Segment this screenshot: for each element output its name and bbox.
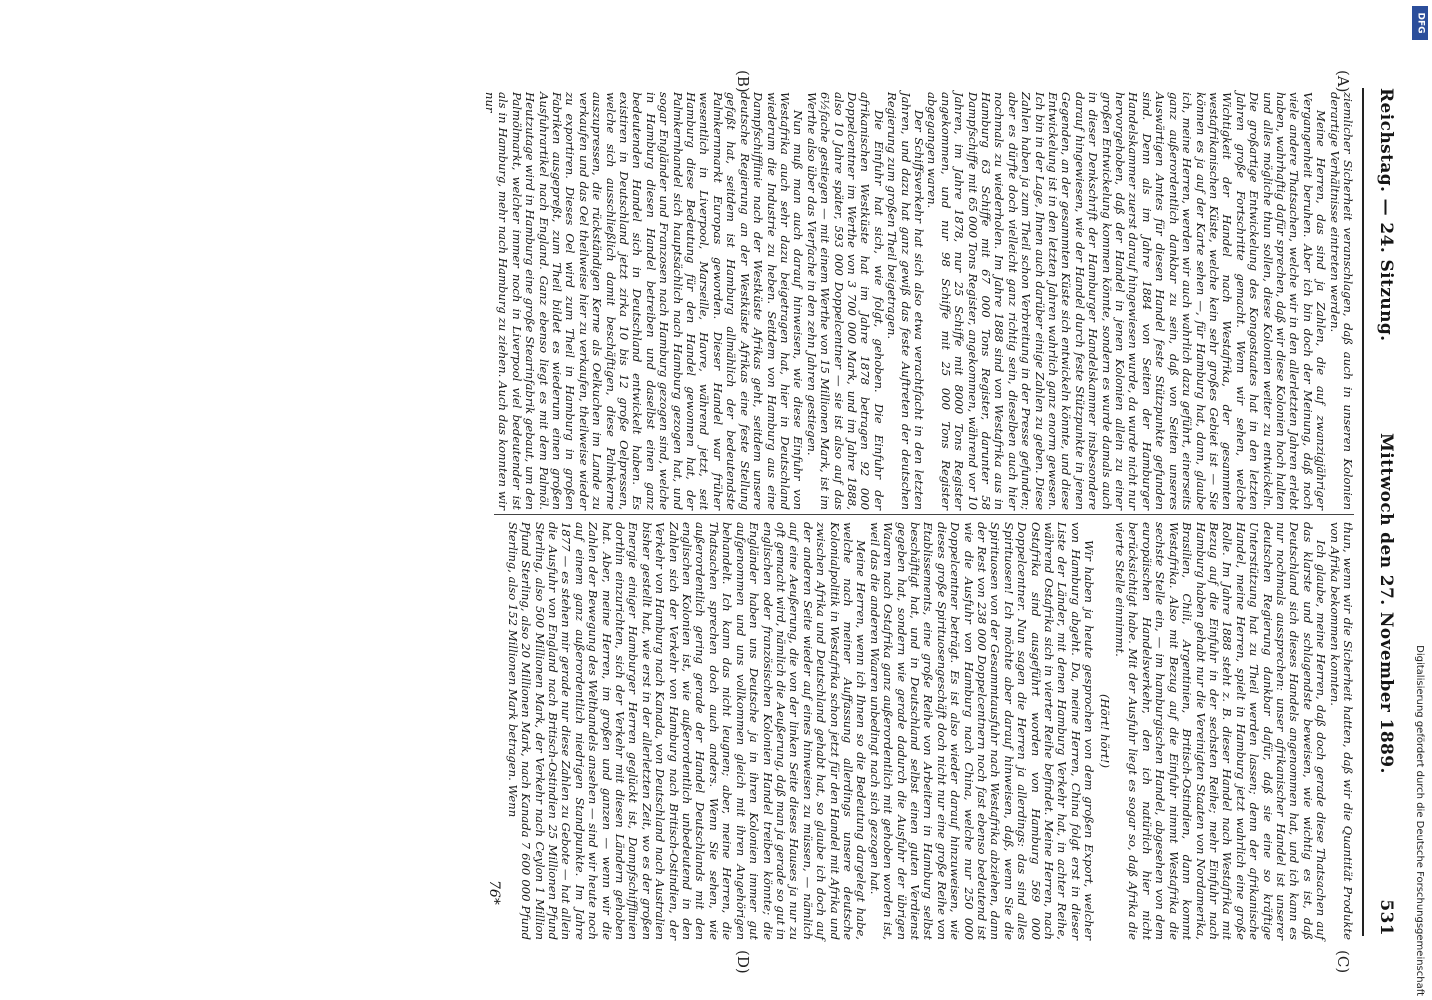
digitization-credit: Digitalisierung gefördert durch die Deutsche Forschungsgemeinschaft <box>1414 645 1425 996</box>
header-rule <box>1362 88 1364 936</box>
page-number: 531 <box>1376 899 1396 936</box>
interjection: (Hört! hört!) <box>1097 694 1112 768</box>
text-column-left <box>483 92 1355 510</box>
paragraph: Nun muß man auch darauf hinweisen, wie diese Einfuhr von Westafrika auch sehr dazu beigetragen hat, hier in Deutschland wiederum die Industrie zu heben. Seitdem von Hamburg aus eine Dampfschifflinie nach der Westküste Afrikas geht, seitdem unsere deutsche Regierung an der Westküste Afrikas eine feste Stellung gefaßt hat, seitdem ist Hamburg allmählich der bedeutendste Palmkernmarkt Europas geworden. Dieser Handel war früher wesentlich in Liverpool, Marseille, Havre, während jetzt, seit Hamburg diese Bedeutung für den Handel gewonnen hat, der Palmkernhandel sich hauptsächlich nach Hamburg gezogen hat, und sogar Engländer und Franzosen nach Hamburg gezogen sind, welche in Hamburg diesen Handel betreiben und daselbst einen ganz bedeutenden Handel sich in Deutschland entwickelt haben. Es existiren in Deutschland jetzt zirka 10 bis 12 große Oelpressen, welche sich ausschließlich damit beschäftigen, diese Palmkerne auszupressen, die rückständigen Kerne als Oelkuchen im Lande zu verkaufen und das Oel theilweise hier zu verkaufen, theilweise wieder zu exportiren. Dieses Oel wird zum Theil in Hamburg in großen Fabriken ausgepreßt, zum Theil bildet es wiederum einen großen Ausfuhrartikel nach England. Ganz ebenso liegt es mit dem Palmöl. Heutzutage wird in Hamburg eine große Stearinfabrik gebaut, um den Palmölmarkt, welcher immer noch in Liverpool viel bedeutender ist als in Hamburg, mehr nach Hamburg zu ziehen. Auch das konnten wir nur <box>483 92 806 510</box>
margin-letter-b: (B) <box>734 70 752 93</box>
signature-mark: 76* <box>486 880 502 905</box>
header-session-title: Reichstag. — 24. Sitzung. <box>1376 88 1396 342</box>
dfg-logo-text: DFG <box>1415 12 1426 34</box>
page-header <box>1362 88 1402 936</box>
paragraph: Meine Herren, das sind ja Zahlen, die auf zwanzigjähriger Vergangenheit beruhen. Aber ich bin doch der Meinung, daß noch viele andere Thatsachen, welche wir in den allerletzten Jahren erlebt haben, wahrhaftig dafür sprechen, daß wir diese Kolonien hoch halten und alles mögliche thun sollen, diese Kolonien weiter zu entwickeln. Die großartige Entwickelung des Kongostaates hat in den letzten Jahren große Fortschritte gemacht. Wenn wir sehen, welche Wichtigkeit der Handel nach Westafrika, der gesammten westafrikanischen Küste, welche kein sehr großes Gebiet ist — Sie können es ja auf der Karte sehen —, für Hamburg hat, dann, glaube ich, meine Herren, werden wir auch wahrlich dazu geführt, einerseits ganz außerordentlich dankbar zu sein, daß von Seiten unseres Auswärtigen Amtes für diesen Handel feste Stützpunkte gefunden sind. Denn als im Jahre 1884 von Seiten der Hamburger Handelskammer zuerst darauf hingewiesen wurde, da wurde nicht nur hervorgehoben, daß der Handel in jenen Kolonien allein zu einer großen Entwickelung kommen könnte, sondern es wurde damals auch in dieser Denkschrift der Hamburger Handelskammer insbesondere darauf hingewiesen, wie der Handel durch feste Stützpunkte in jenen Gegenden, an der gesammten Küste sich entwickeln könnte, und diese Entwickelung ist in den letzten Jahren wahrlich ganz enorm gewesen. Ich bin in der Lage, Ihnen auch darüber einige Zahlen zu geben. Diese Zahlen haben ja zum Theil schon Verbreitung in der Presse gefunden; aber es dürfte doch vielleicht ganz richtig sein, dieselben auch hier nochmals zu wiederholen. Im Jahre 1888 sind von Westafrika aus in Hamburg 63 Schiffe mit 67 000 Tons Register, darunter 58 Dampfschiffe mit 65 000 Tons Register, angekommen, während vor 10 Jahren, im Jahre 1878, nur 25 Schiffe mit 8000 Tons Register angekommen, und nur 98 Schiffe mit 25 000 Tons Register abgegangen waren. <box>925 92 1329 510</box>
paragraph: thun, wenn wir die Sicherheit hatten, daß wir die Quantität Produkte von Afrika bekommen konnten. <box>1327 522 1355 940</box>
header-date: Mittwoch den 27. November 1889. <box>1376 433 1396 774</box>
margin-letter-d: (D) <box>734 950 752 974</box>
paragraph: Der Schiffsverkehr hat sich also etwa verachtfacht in den letzten Jahren, und dazu hat ganz gewiß das feste Auftreten der deutschen Regierung zum großen Theil beigetragen. <box>885 92 926 510</box>
margin-letter-a: (A) <box>1334 70 1352 93</box>
paragraph: ziemlicher Sicherheit veranschlagen, daß auch in unseren Kolonien derartige Verhältnisse eintreten werden. <box>1327 92 1355 510</box>
paragraph: Meine Herren, wenn ich Ihnen so die Bedeutung dargelegt habe, welche nach meiner Auffassung allerdings unsere deutsche Kolonialpolitik in Westafrika schon jetzt für den Handel mit Afrika und zwischen Afrika und Deutschland gehabt hat, so glaube ich doch auf der anderen Seite wieder auf eines hinweisen zu müssen, — nämlich auf eine Aeußerung, die von der linken Seite dieses Hauses ja nur zu oft gemacht wird, nämlich die Aeußerung, daß man ja gerade so gut in englischen oder französischen Kolonien Handel treiben könnte; die Engländer haben uns Deutsche ja in ihren Kolonien immer gut aufgenommen und uns vollkommen gleich mit ihren Angehörigen behandelt. Ich kann das nicht leugnen; aber, meine Herren, die Thatsachen sprechen doch auch anders. Wenn Sie sehen, wie außerordentlich gering gerade der Handel Deutschlands mit den englischen Kolonien ist, wie außerordentlich unbedeutend in den Zahlen sich der Verkehr von Hamburg nach Britisch-Ostindien, der Verkehr von Hamburg nach Kanada, von Deutschland nach Australien bisher gestellt hat, wie erst in der allerletzten Zeit, wo es der großen Energie einiger Hamburger Herren geglückt ist, Dampfschifflinien dorthin einzurichten, sich der Verkehr mit diesen Ländern gehoben hat. Aber, meine Herren, im großen und ganzen — wenn wir die Zahlen der Bewegung des Welthandels ansehen — sind wir heute noch auf einem ganz außerordentlich niedrigen Standpunkte. Im Jahre 1877 — es stehen mir gerade nur diese Zahlen zu Gebote — hat allein die Ausfuhr von England nach Britisch-Ostindien 25 Millionen Pfund Sterling, also 500 Millionen Mark, der Verkehr nach Ceylon 1 Million Pfund Sterling, also 20 Millionen Mark, nach Kanada 7 600 000 Pfund Sterling, also 152 Millionen Mark betragen. Wenn <box>505 522 869 940</box>
column-divider <box>494 514 1354 515</box>
paragraph: Die Einfuhr hat sich, wie folgt, gehoben. Die Einfuhr der afrikanischen Westküste hat im Jahre 1878 betragen 92 000 Doppelcentner im Werthe von 3 700 000 Mark, und im Jahre 1888, also 10 Jahre später, 593 000 Doppelcentner — sie ist also auf das 6½fache gestiegen — mit einem Werthe von 15 Millionen Mark, ist im Werthe also über das Vierfache in den zehn Jahren gestiegen. <box>804 92 886 510</box>
text-column-right <box>504 522 1354 940</box>
digitization-stamp <box>1410 6 1428 996</box>
dfg-logo <box>1412 6 1428 40</box>
margin-letter-c: (C) <box>1334 950 1352 974</box>
paragraph: Ich glaube, meine Herren, daß doch gerade diese Thatsachen auf das klarste und schlagendste beweisen, wie wichtig es ist, daß Deutschland sich dieses Handels angenommen hat, und ich kann es nur nochmals aussprechen: unser afrikanischer Handel ist unserer deutschen Regierung dankbar dafür, daß sie eine so kräftige Unterstützung hat zu Theil werden lassen; denn der afrikanische Handel, meine Herren, spielt in Hamburg jetzt wahrlich eine große Rolle. Im Jahre 1888 steht z. B. dieser Handel nach Westafrika mit Bezug auf die Einfuhr in der sechsten Reihe; mehr Einfuhr nach Hamburg haben gehabt nur die Vereinigten Staaten von Nordamerika, Brasilien, Chili, Argentinien, Britisch-Ostindien, dann kommt Westafrika. Also mit Bezug auf die Einfuhr nimmt Westafrika die sechste Stelle ein, — im hamburgischen Handel, abgesehen von dem europäischen Handelsverkehr, den ich natürlich hier nicht berücksichtigt habe. Mit der Ausfuhr liegt es sogar so, daß Afrika die vierte Stelle einnimmt. <box>1113 522 1329 940</box>
paragraph: Wir haben ja heute gesprochen von dem großen Export, welcher von Hamburg abgeht. Da, meine Herren, China folgt erst in dieser Liste der Länder, mit denen Hamburg Verkehr hat, in achter Reihe, während Ostafrika sich in vierter Reihe befindet. Meine Herren, nach Ostafrika sind ausgeführt worden von Hamburg 569 000 Doppelcentner. Nun sagen die Herren ja allerdings: das sind alles Spirituosen! Ich möchte aber darauf hinweisen, daß, wenn Sie die Spirituosen von der Gesammtausfuhr nach Westafrika abziehen, dann der Rest von 238 000 Doppelcentnern noch fast ebenso bedeutend ist wie die Ausfuhr von Hamburg nach China, welche nur 250 000 Doppelcentner beträgt. Es ist also wieder darauf hinzuweisen, wie dieses große Spirituosengeschäft doch nicht nur eine große Reihe von Etablissements, eine große Reihe von Arbeitern in Hamburg selbst beschäftigt hat, und in Deutschland selbst einen guten Verdienst gegeben hat, sondern wie gerade dadurch die Ausfuhr der übrigen Waaren nach Ostafrika ganz außerordentlich mit gehoben worden ist, weil das die anderen Waaren unbedingt nach sich gezogen hat. <box>867 522 1097 940</box>
